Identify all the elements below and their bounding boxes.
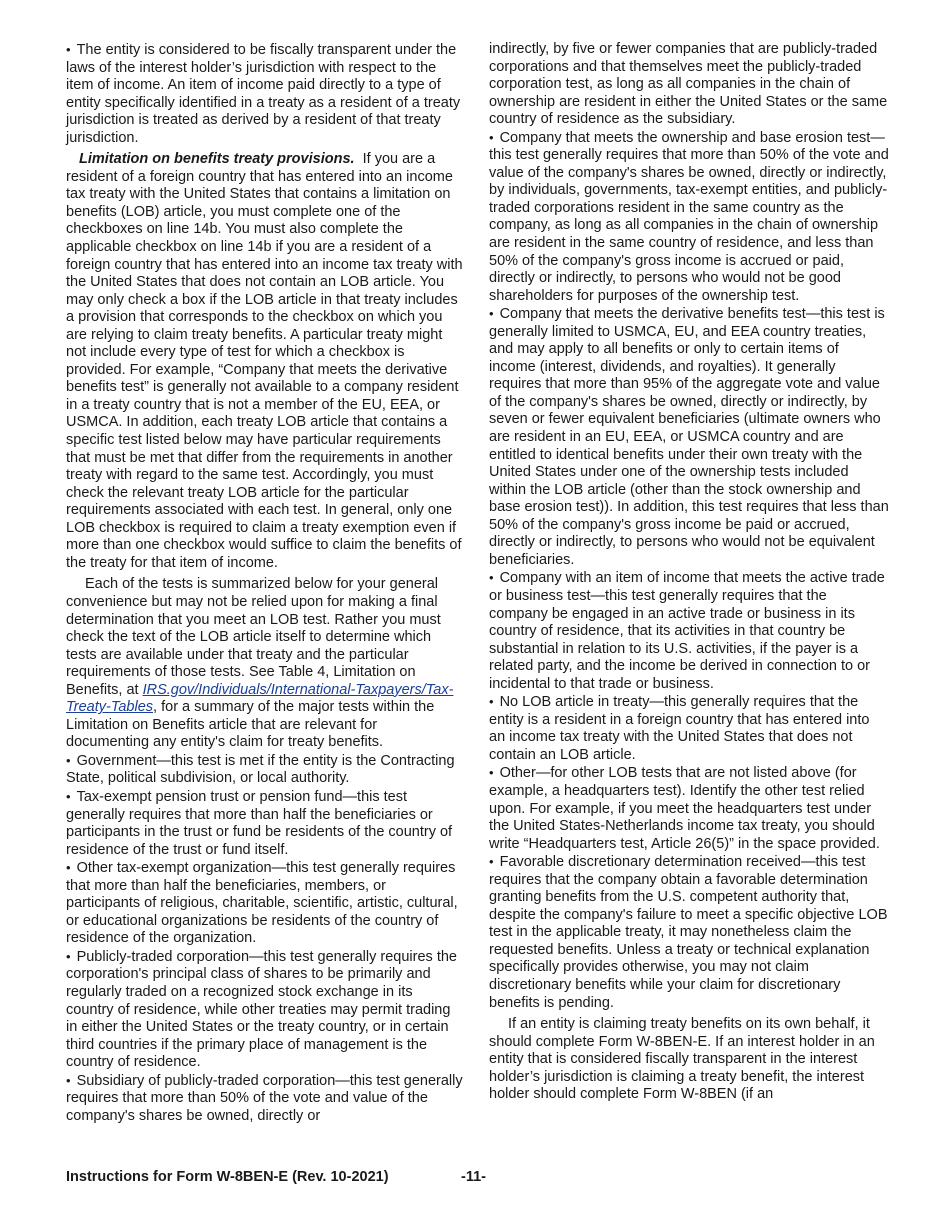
page-number: -11-	[461, 1169, 486, 1185]
lob-text: If you are a resident of a foreign country that has entered into an income tax treaty with the United States that contains a limitation on benefits (LOB) article, you must complete one of the checkboxes on line 14b. You must also complete the applicable checkbox on line 14b if you are a resident of a foreign country that has entered into an income tax treaty with the United States that does not contain an LOB article. You may only check a box if the LOB article in that treaty includes a provision that corresponds to the checkbox on which you are relying to claim treaty benefits. A particular treaty might not include every type of test for which a checkbox is provided. For example, “Company that meets the derivative benefits test” is generally not available to a company resident in a treaty country that is not a member of the EU, EEA, or USMCA. In addition, each treaty LOB article that contains a specific test listed below may have particular requirements that must be met that differ from the requirements in another treaty with regard to the same test. Accordingly, you must check the relevant treaty LOB article for the particular requirements associated with each test. In general, only one LOB checkbox is required to claim a treaty exemption even if more than one checkbox would suffice to claim the benefits of the treaty for that item of income.	[66, 151, 463, 571]
form-label: Instructions for Form W-8BEN-E (Rev. 10-2021)	[66, 1169, 389, 1185]
bullet-government: • Government—this test is met if the entity is the Contracting State, political subdivision, or local authority.	[66, 752, 464, 788]
summary-text: Each of the tests is summarized below for your general convenience but may not be relied upon for making a final determination that you meet an LOB test. Rather you must check the text of the LOB article itself to determine which tests are available under that treaty and the particular requirements of those tests. See Table 4, Limitation on Benefits, at	[66, 576, 441, 698]
right-column	[489, 41, 889, 1104]
bullet-active-trade: • Company with an item of income that meets the active trade or business test—this test generally requires that the company be engaged in an active trade or business in its country of residence, that its activities in that country be substantial in relation to its U.S. activities, if the payer is a related party, and the income be derived in connection to or incidental to that trade or business.	[489, 569, 889, 693]
summary-paragraph	[66, 576, 464, 751]
bullet-derivative-benefits: • Company that meets the derivative benefits test—this test is generally limited to USMCA, EU, and EEA country treaties, and may apply to all benefits or only to certain items of income (interest, dividends, and royalties). It generally requires that more than 95% of the aggregate vote and value of the company's shares be owned, directly or indirectly, by seven or fewer equivalent beneficiaries (ultimate owners who are resident in an EU, EEA, or USMCA country and are entitled to identical benefits under their own treaty with the United States under one of the ownership tests included within the LOB article (other than the stock ownership and base erosion test)). In addition, this test requires that less than 50% of the company's gross income be paid or accrued, directly or indirectly, to persons who would not be equivalent beneficiaries.	[489, 305, 889, 569]
bullet-no-lob: • No LOB article in treaty—this generally requires that the entity is a resident in a foreign country that has entered into an income tax treaty with the United States that does not contain an LOB article.	[489, 693, 889, 764]
bullet-favorable-determination: • Favorable discretionary determination received—this test requires that the company obtain a favorable determination granting benefits from the U.S. competent authority that, despite the company's failure to meet a specific objective LOB test in the applicable treaty, it may nonetheless claim the requested benefits. Unless a treaty or technical explanation specifically provides otherwise, you may not claim discretionary benefits while your claim for discretionary benefits is pending.	[489, 853, 889, 1012]
bullet-other-lob: • Other—for other LOB tests that are not listed above (for example, a headquarters test). Identify the other test relied upon. For example, if you meet the headquarters test under the United States-Netherlands income tax treaty, you should write “Headquarters test, Article 26(5)” in the space provided.	[489, 764, 889, 853]
bullet-pension-trust: • Tax-exempt pension trust or pension fund—this test generally requires that more than half the beneficiaries or participants in the trust or fund be residents of the country of residence of the trust or fund itself.	[66, 788, 464, 859]
lob-heading: Limitation on benefits treaty provisions.	[79, 151, 355, 168]
bullet-subsidiary: • Subsidiary of publicly-traded corporation—this test generally requires that more than 50% of the vote and value of the company's shares be owned, directly or	[66, 1072, 464, 1126]
bullet-publicly-traded: • Publicly-traded corporation—this test generally requires the corporation's principal class of shares to be primarily and regularly traded on a recognized stock exchange in its country of residence, while other treaties may permit trading in either the United States or the treaty country, or in certain third countries if the primary place of management is the country of residence.	[66, 948, 464, 1072]
bullet-ownership-base-erosion: • Company that meets the ownership and base erosion test—this test generally requires that more than 50% of the vote and value of the company's shares be owned, directly or indirectly, by individuals, governments, tax-exempt entities, and publicly-traded corporations resident in the same country as the company, as long as all companies in the chain of ownership are resident in the same country of residence, and less than 50% of the company's gross income is accrued or paid, directly or indirectly, to persons who would not be good shareholders for purposes of the ownership test.	[489, 129, 889, 305]
lob-paragraph	[66, 151, 464, 572]
tax-treaty-tables-link[interactable]: IRS.gov/Individuals/International-Taxpayers/Tax-Treaty-Tables	[66, 681, 454, 716]
left-column	[66, 41, 464, 1125]
bullet-fiscally-transparent: • The entity is considered to be fiscally transparent under the laws of the interest holder’s jurisdiction with respect to the item of income. An item of income paid directly to a type of entity specifically identified in a treaty as a resident of a treaty jurisdiction is treated as derived by a resident of that treaty jurisdiction.	[66, 41, 464, 147]
final-paragraph: If an entity is claiming treaty benefits on its own behalf, it should complete Form W-8BEN-E. If an interest holder in an entity that is considered fiscally transparent in the interest holder’s jurisdiction is claiming a treaty benefit, the interest holder should complete Form W-8BEN (if an	[489, 1016, 875, 1103]
bullet-other-tax-exempt: • Other tax-exempt organization—this test generally requires that more than half the beneficiaries, members, or participants of religious, charitable, scientific, artistic, cultural, or educational organizations be residents of the country of residence of the organization.	[66, 859, 464, 948]
summary-text-end: , for a summary of the major tests within the Limitation on Benefits article that are relevant for documenting any entity's claim for treaty benefits.	[66, 699, 435, 751]
subsidiary-continuation: indirectly, by five or fewer companies that are publicly-traded corporations and that themselves meet the publicly-traded corporation test, as long as all companies in the chain of ownership are resident in either the United States or the same country of residence as the subsidiary.	[489, 41, 888, 128]
